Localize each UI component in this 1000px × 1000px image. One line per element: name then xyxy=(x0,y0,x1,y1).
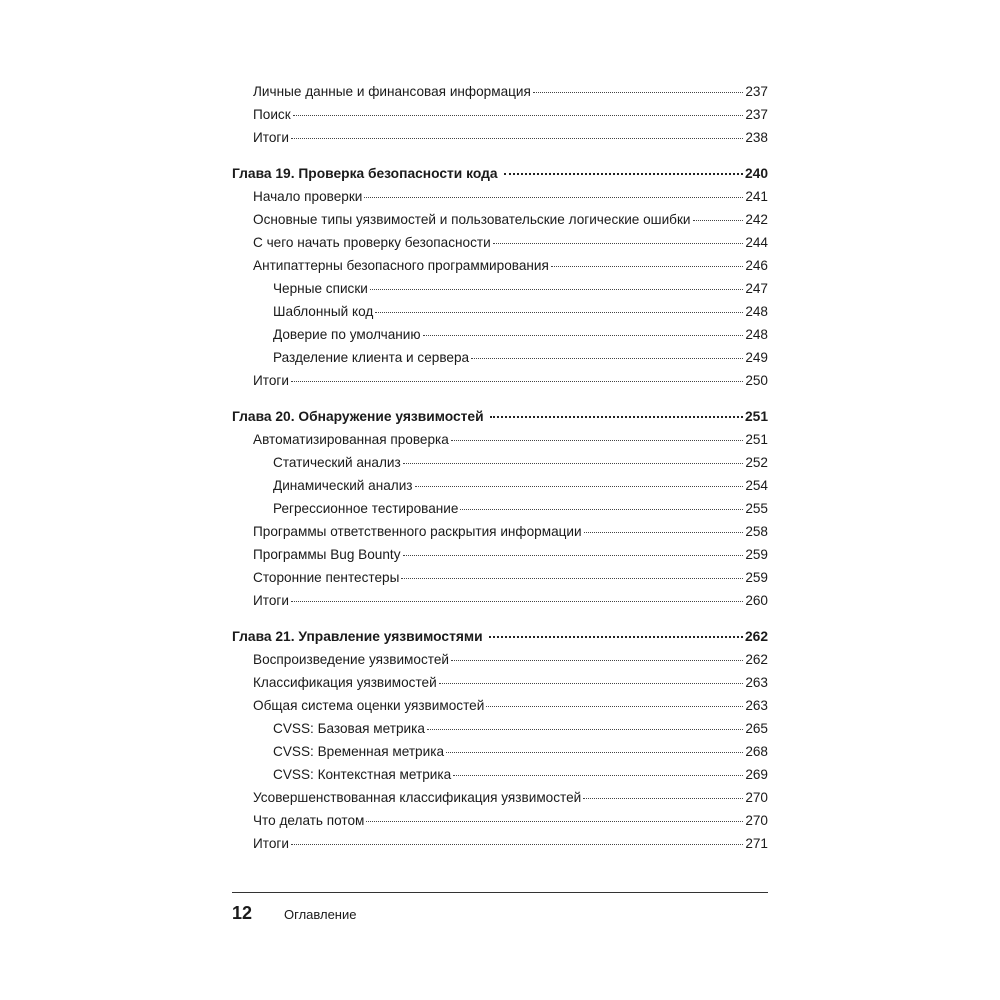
toc-entry-title: Программы Bug Bounty xyxy=(253,547,401,562)
toc-entry-page: 242 xyxy=(745,212,768,227)
toc-entry-page: 270 xyxy=(745,813,768,828)
dot-leader xyxy=(423,334,744,336)
toc-section-entry[interactable] xyxy=(232,543,768,566)
toc-entry-title: Основные типы уязвимостей и пользовательские логические ошибки xyxy=(253,212,691,227)
toc-subsection-entry[interactable] xyxy=(232,740,768,763)
toc-section-entry[interactable] xyxy=(232,126,768,149)
toc-entry-page: 255 xyxy=(745,501,768,516)
dot-leader xyxy=(451,439,743,441)
toc-entry-title: Статический анализ xyxy=(273,455,401,470)
toc-entry-page: 241 xyxy=(745,189,768,204)
toc-entry-page: 258 xyxy=(745,524,768,539)
dot-leader xyxy=(364,196,743,198)
dot-leader xyxy=(291,600,743,602)
dot-leader xyxy=(551,265,743,267)
toc-entry-title: Усовершенствованная классификация уязвимостей xyxy=(253,790,582,805)
toc-entry-page: 244 xyxy=(745,235,768,250)
dot-leader xyxy=(375,311,743,313)
toc-section-entry[interactable] xyxy=(232,185,768,208)
toc-entry-title: Итоги xyxy=(253,373,289,388)
toc-entry-page: 248 xyxy=(745,327,768,342)
toc-section-entry[interactable] xyxy=(232,694,768,717)
toc-section-entry[interactable] xyxy=(232,428,768,451)
toc-entry-title: Итоги xyxy=(253,593,289,608)
toc-entry-page: 251 xyxy=(745,432,768,447)
dot-leader xyxy=(489,635,743,638)
toc-section-entry[interactable] xyxy=(232,589,768,612)
dot-leader xyxy=(584,531,744,533)
toc-subsection-entry[interactable] xyxy=(232,717,768,740)
toc-entry-page: 246 xyxy=(745,258,768,273)
toc-entry-page: 265 xyxy=(745,721,768,736)
dot-leader xyxy=(453,774,743,776)
toc-entry-title: Глава 20. Обнаружение уязвимостей xyxy=(232,409,484,424)
toc-entry-title: Регрессионное тестирование xyxy=(273,501,459,516)
toc-entry-page: 260 xyxy=(745,593,768,608)
toc-section-entry[interactable] xyxy=(232,832,768,855)
toc-section-entry[interactable] xyxy=(232,671,768,694)
toc-section-entry[interactable] xyxy=(232,566,768,589)
toc-section-entry[interactable] xyxy=(232,208,768,231)
toc-section-entry[interactable] xyxy=(232,809,768,832)
dot-leader xyxy=(291,137,743,139)
toc-entry-title: CVSS: Контекстная метрика xyxy=(273,767,452,782)
dot-leader xyxy=(693,219,744,221)
dot-leader xyxy=(403,554,744,556)
toc-subsection-entry[interactable] xyxy=(232,474,768,497)
toc-entry-title: Итоги xyxy=(253,130,289,145)
toc-entry-title: Разделение клиента и сервера xyxy=(273,350,470,365)
toc-entry-title: Шаблонный код xyxy=(273,304,374,319)
dot-leader xyxy=(370,288,743,290)
dot-leader xyxy=(533,91,743,93)
toc-entry-page: 250 xyxy=(745,373,768,388)
toc-section-entry[interactable] xyxy=(232,80,768,103)
toc-section-entry[interactable] xyxy=(232,103,768,126)
toc-entry-title: Личные данные и финансовая информация xyxy=(253,84,531,99)
toc-entry-page: 271 xyxy=(745,836,768,851)
toc-entry-page: 238 xyxy=(745,130,768,145)
toc-entry-title: Доверие по умолчанию xyxy=(273,327,421,342)
toc-entry-title: Начало проверки xyxy=(253,189,363,204)
toc-section-entry[interactable] xyxy=(232,648,768,671)
toc-chapter-entry[interactable] xyxy=(232,405,768,428)
toc-subsection-entry[interactable] xyxy=(232,277,768,300)
toc-entry-page: 240 xyxy=(744,166,768,181)
toc-entry-title: Черные списки xyxy=(273,281,368,296)
dot-leader xyxy=(583,797,743,799)
toc-entry-title: CVSS: Временная метрика xyxy=(273,744,445,759)
toc-entry-title: Классификация уязвимостей xyxy=(253,675,437,690)
toc-entry-title: Глава 19. Проверка безопасности кода xyxy=(232,166,498,181)
toc-entry-page: 262 xyxy=(745,652,768,667)
toc-entry-page: 248 xyxy=(745,304,768,319)
dot-leader xyxy=(460,508,743,510)
toc-section-entry[interactable] xyxy=(232,369,768,392)
running-footer-title: Оглавление xyxy=(284,907,357,922)
toc-entry-title: Глава 21. Управление уязвимостями xyxy=(232,629,483,644)
toc-entry-page: 263 xyxy=(745,675,768,690)
toc-entry-title: Сторонние пентестеры xyxy=(253,570,400,585)
toc-subsection-entry[interactable] xyxy=(232,346,768,369)
toc-subsection-entry[interactable] xyxy=(232,763,768,786)
toc-entry-title: Итоги xyxy=(253,836,289,851)
toc-entry-title: Антипаттерны безопасного программирования xyxy=(253,258,549,273)
toc-entry-title: Воспроизведение уязвимостей xyxy=(253,652,449,667)
dot-leader xyxy=(401,577,743,579)
dot-leader xyxy=(415,485,744,487)
dot-leader xyxy=(366,820,743,822)
toc-subsection-entry[interactable] xyxy=(232,300,768,323)
toc-subsection-entry[interactable] xyxy=(232,497,768,520)
toc-entry-page: 270 xyxy=(745,790,768,805)
toc-section-entry[interactable] xyxy=(232,786,768,809)
toc-entry-title: С чего начать проверку безопасности xyxy=(253,235,491,250)
dot-leader xyxy=(439,682,744,684)
page-footer xyxy=(232,892,768,924)
toc-entry-page: 237 xyxy=(745,84,768,99)
toc-entry-page: 249 xyxy=(745,350,768,365)
toc-entry-title: Программы ответственного раскрытия информации xyxy=(253,524,582,539)
page-number: 12 xyxy=(232,903,253,923)
toc-entry-page: 247 xyxy=(745,281,768,296)
toc-chapter-entry[interactable] xyxy=(232,162,768,185)
toc-entry-title: Автоматизированная проверка xyxy=(253,432,449,447)
table-of-contents xyxy=(232,80,768,855)
dot-leader xyxy=(403,462,744,464)
toc-entry-title: Что делать потом xyxy=(253,813,365,828)
dot-leader xyxy=(493,242,744,244)
dot-leader xyxy=(471,357,743,359)
toc-entry-title: Поиск xyxy=(253,107,291,122)
toc-chapter-entry[interactable] xyxy=(232,625,768,648)
toc-entry-title: CVSS: Базовая метрика xyxy=(273,721,425,736)
toc-entry-page: 259 xyxy=(745,570,768,585)
dot-leader xyxy=(427,728,743,730)
toc-section-entry[interactable] xyxy=(232,254,768,277)
dot-leader xyxy=(486,705,743,707)
toc-entry-page: 254 xyxy=(745,478,768,493)
toc-section-entry[interactable] xyxy=(232,231,768,254)
dot-leader xyxy=(451,659,743,661)
toc-entry-title: Общая система оценки уязвимостей xyxy=(253,698,485,713)
toc-subsection-entry[interactable] xyxy=(232,323,768,346)
toc-section-entry[interactable] xyxy=(232,520,768,543)
dot-leader xyxy=(504,172,743,175)
toc-entry-page: 269 xyxy=(745,767,768,782)
dot-leader xyxy=(291,843,743,845)
toc-entry-page: 251 xyxy=(744,409,768,424)
toc-entry-page: 259 xyxy=(745,547,768,562)
toc-entry-page: 237 xyxy=(745,107,768,122)
dot-leader xyxy=(291,380,743,382)
toc-entry-page: 262 xyxy=(744,629,768,644)
dot-leader xyxy=(293,114,744,116)
dot-leader xyxy=(490,415,743,418)
toc-entry-page: 263 xyxy=(745,698,768,713)
toc-entry-page: 268 xyxy=(745,744,768,759)
toc-entry-page: 252 xyxy=(745,455,768,470)
toc-subsection-entry[interactable] xyxy=(232,451,768,474)
toc-entry-title: Динамический анализ xyxy=(273,478,413,493)
dot-leader xyxy=(446,751,743,753)
